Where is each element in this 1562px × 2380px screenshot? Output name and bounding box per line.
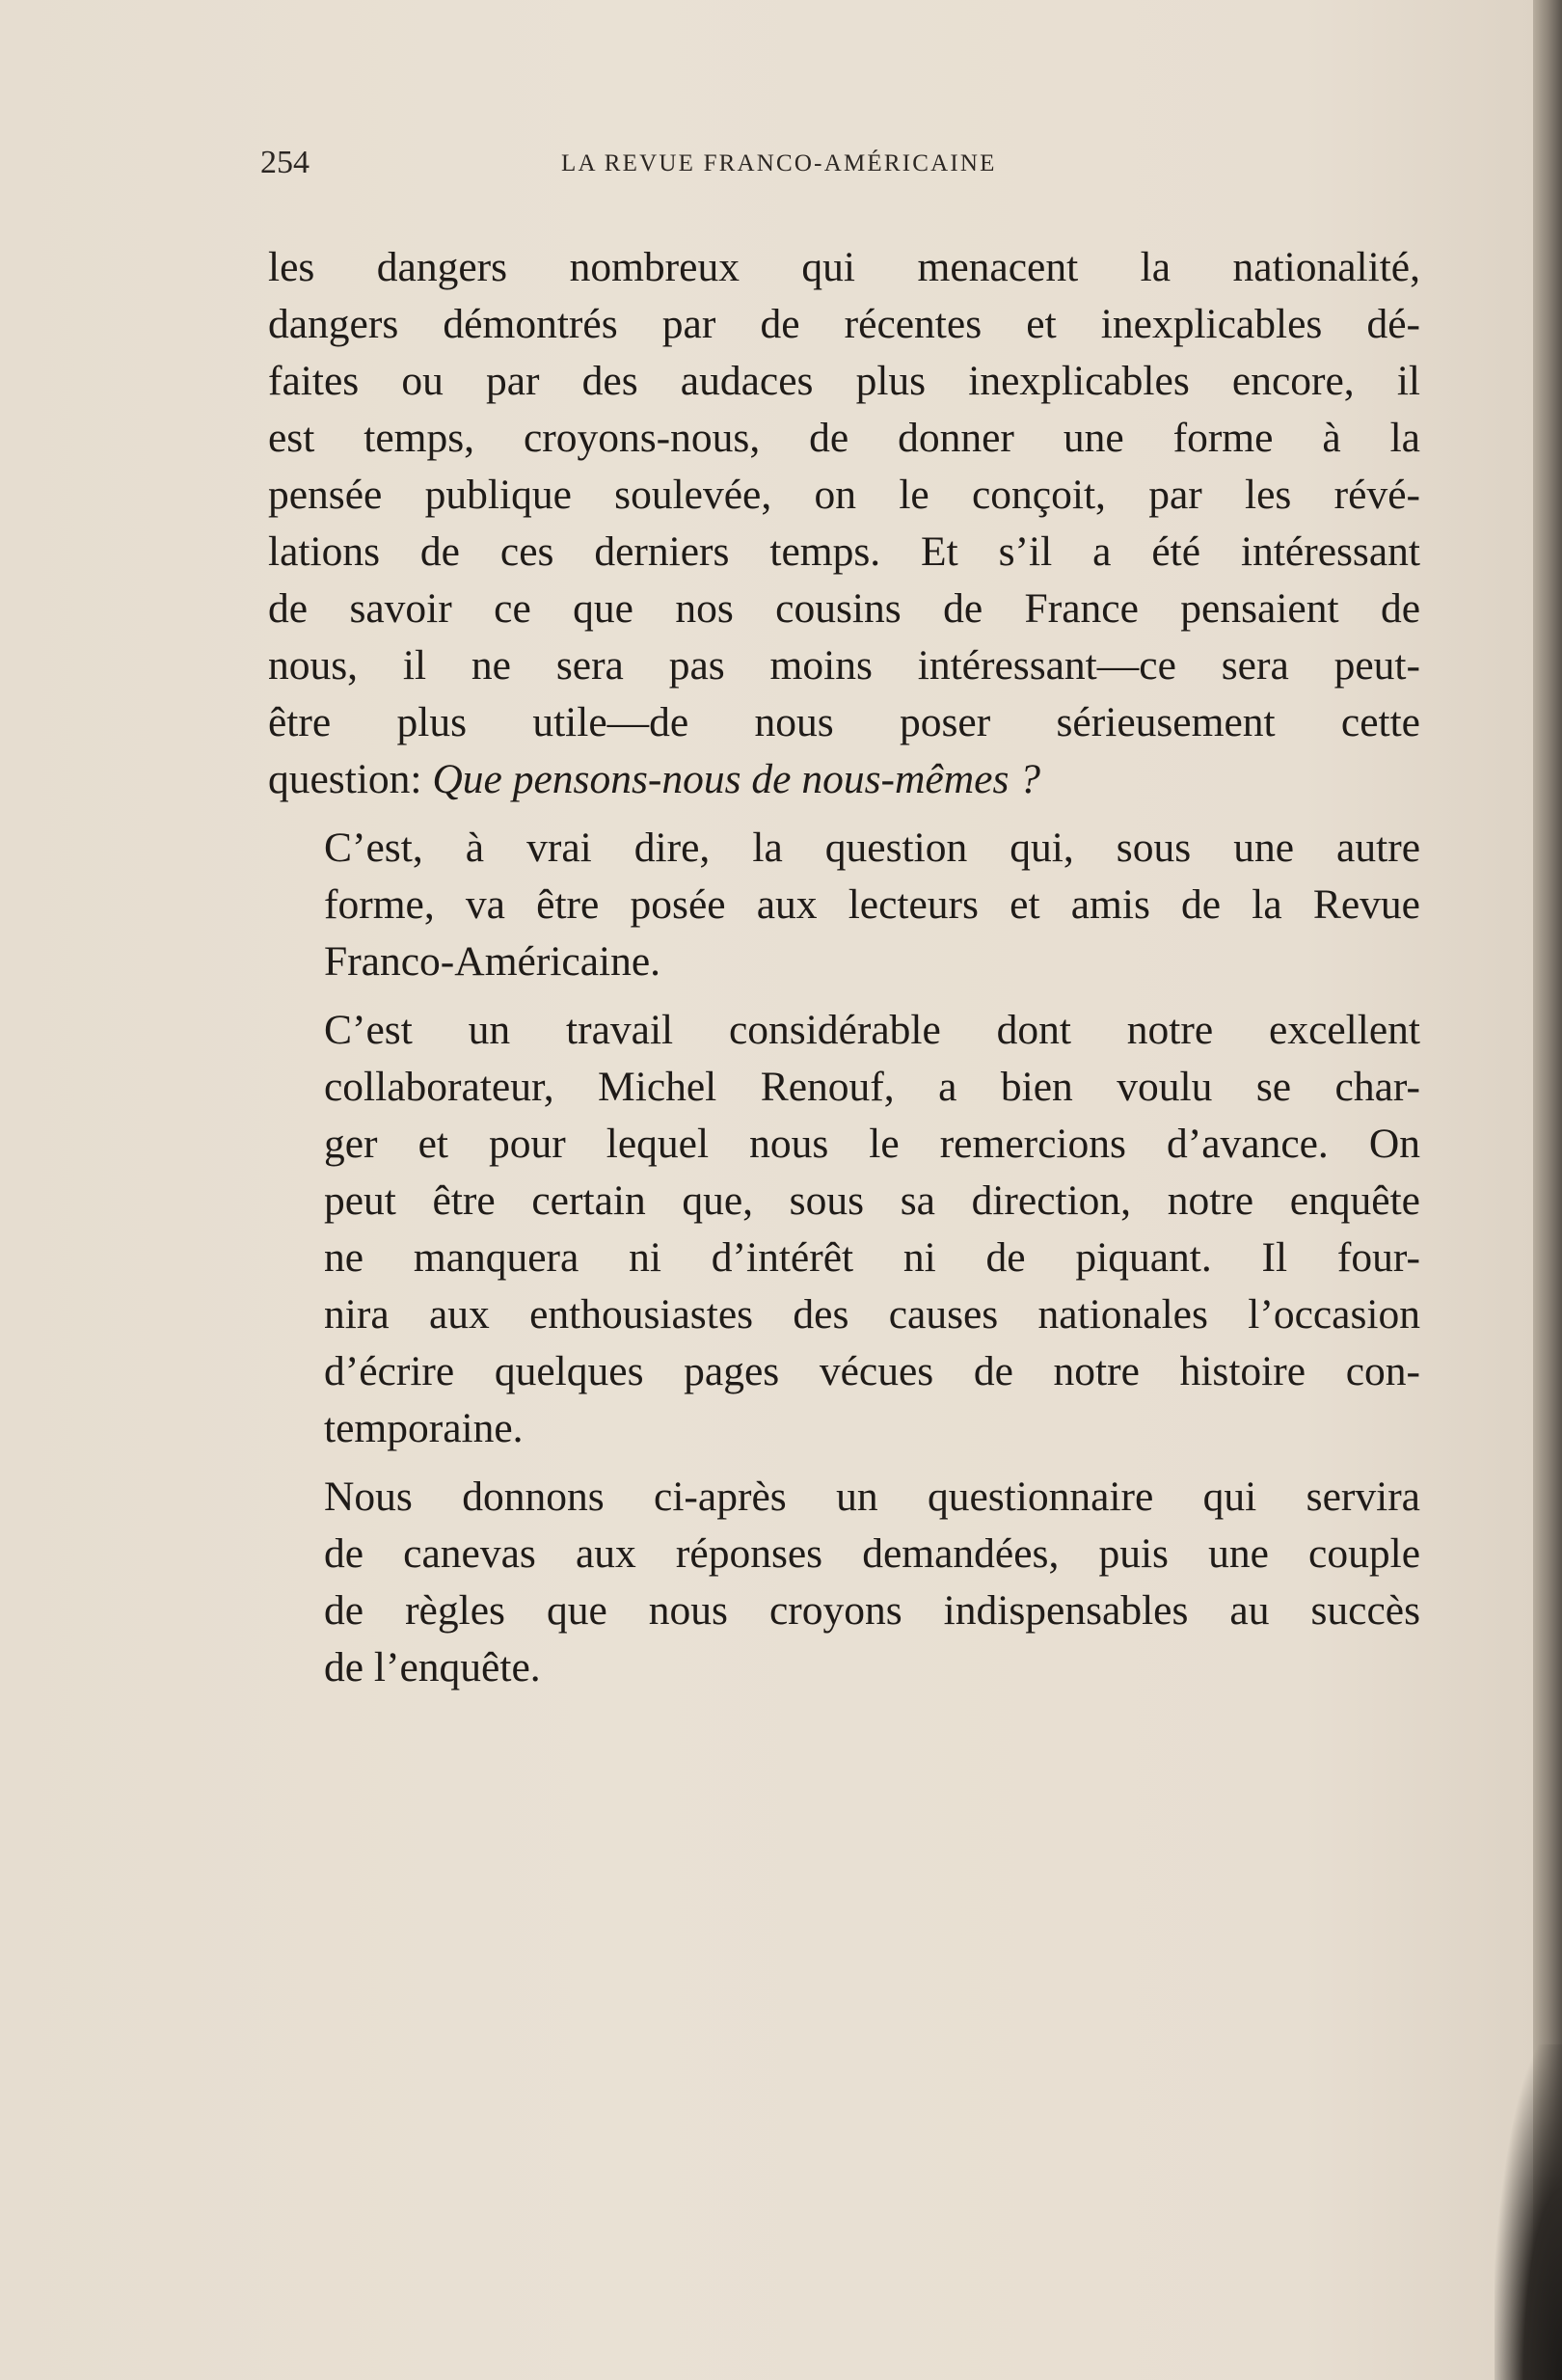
- text-line: dangers démontrés par de récentes et inexplicables dé-: [268, 301, 1420, 347]
- paragraph-3: [268, 1002, 1420, 1457]
- body-text: [268, 239, 1420, 1708]
- text-line: de savoir ce que nos cousins de France pensaient de: [268, 585, 1420, 632]
- book-binding-edge: [1533, 0, 1562, 2380]
- question-prefix: question:: [268, 756, 433, 802]
- binding-shadow: [1495, 2044, 1562, 2380]
- text-line-final: [268, 751, 1420, 808]
- text-line: C’est, à vrai dire, la question qui, sous une autre: [324, 825, 1420, 871]
- text-line: pensée publique soulevée, on le conçoit, par les révé-: [268, 472, 1420, 518]
- text-line: forme, va être posée aux lecteurs et amis de la Revue: [324, 881, 1420, 928]
- paragraph-2: [268, 820, 1420, 990]
- text-line: temporaine.: [324, 1405, 524, 1451]
- text-line: de l’enquête.: [324, 1644, 541, 1690]
- page-header: [260, 145, 1437, 193]
- text-line: collaborateur, Michel Renouf, a bien voulu se char-: [324, 1064, 1420, 1110]
- text-line: de règles que nous croyons indispensables au succès: [324, 1587, 1420, 1634]
- text-line: Nous donnons ci-après un questionnaire qui servira: [324, 1474, 1420, 1520]
- text-line: ne manquera ni d’intérêt ni de piquant. Il four-: [324, 1234, 1420, 1281]
- page-number: 254: [260, 145, 310, 180]
- text-line: d’écrire quelques pages vécues de notre histoire con-: [324, 1348, 1420, 1394]
- running-head: LA REVUE FRANCO-AMÉRICAINE: [561, 150, 997, 176]
- question-italic: Que pensons-nous de nous-mêmes ?: [432, 756, 1041, 802]
- text-line: Franco-Américaine.: [324, 938, 661, 985]
- text-line: peut être certain que, sous sa direction, notre enquête: [324, 1177, 1420, 1224]
- text-line: être plus utile—de nous poser sérieusement cette: [268, 699, 1420, 745]
- text-line: C’est un travail considérable dont notre excellent: [324, 1007, 1420, 1053]
- text-line: est temps, croyons-nous, de donner une forme à la: [268, 415, 1420, 461]
- text-line: nira aux enthousiastes des causes nationales l’occasion: [324, 1291, 1420, 1338]
- paragraph-1: [268, 239, 1420, 808]
- text-line: de canevas aux réponses demandées, puis une couple: [324, 1530, 1420, 1577]
- text-line: nous, il ne sera pas moins intéressant—ce sera peut-: [268, 642, 1420, 689]
- text-line: lations de ces derniers temps. Et s’il a été intéressant: [268, 528, 1420, 575]
- text-line: les dangers nombreux qui menacent la nationalité,: [268, 244, 1420, 290]
- paragraph-4: [268, 1469, 1420, 1696]
- text-line: faites ou par des audaces plus inexplicables encore, il: [268, 358, 1420, 404]
- text-line: ger et pour lequel nous le remercions d’avance. On: [324, 1121, 1420, 1167]
